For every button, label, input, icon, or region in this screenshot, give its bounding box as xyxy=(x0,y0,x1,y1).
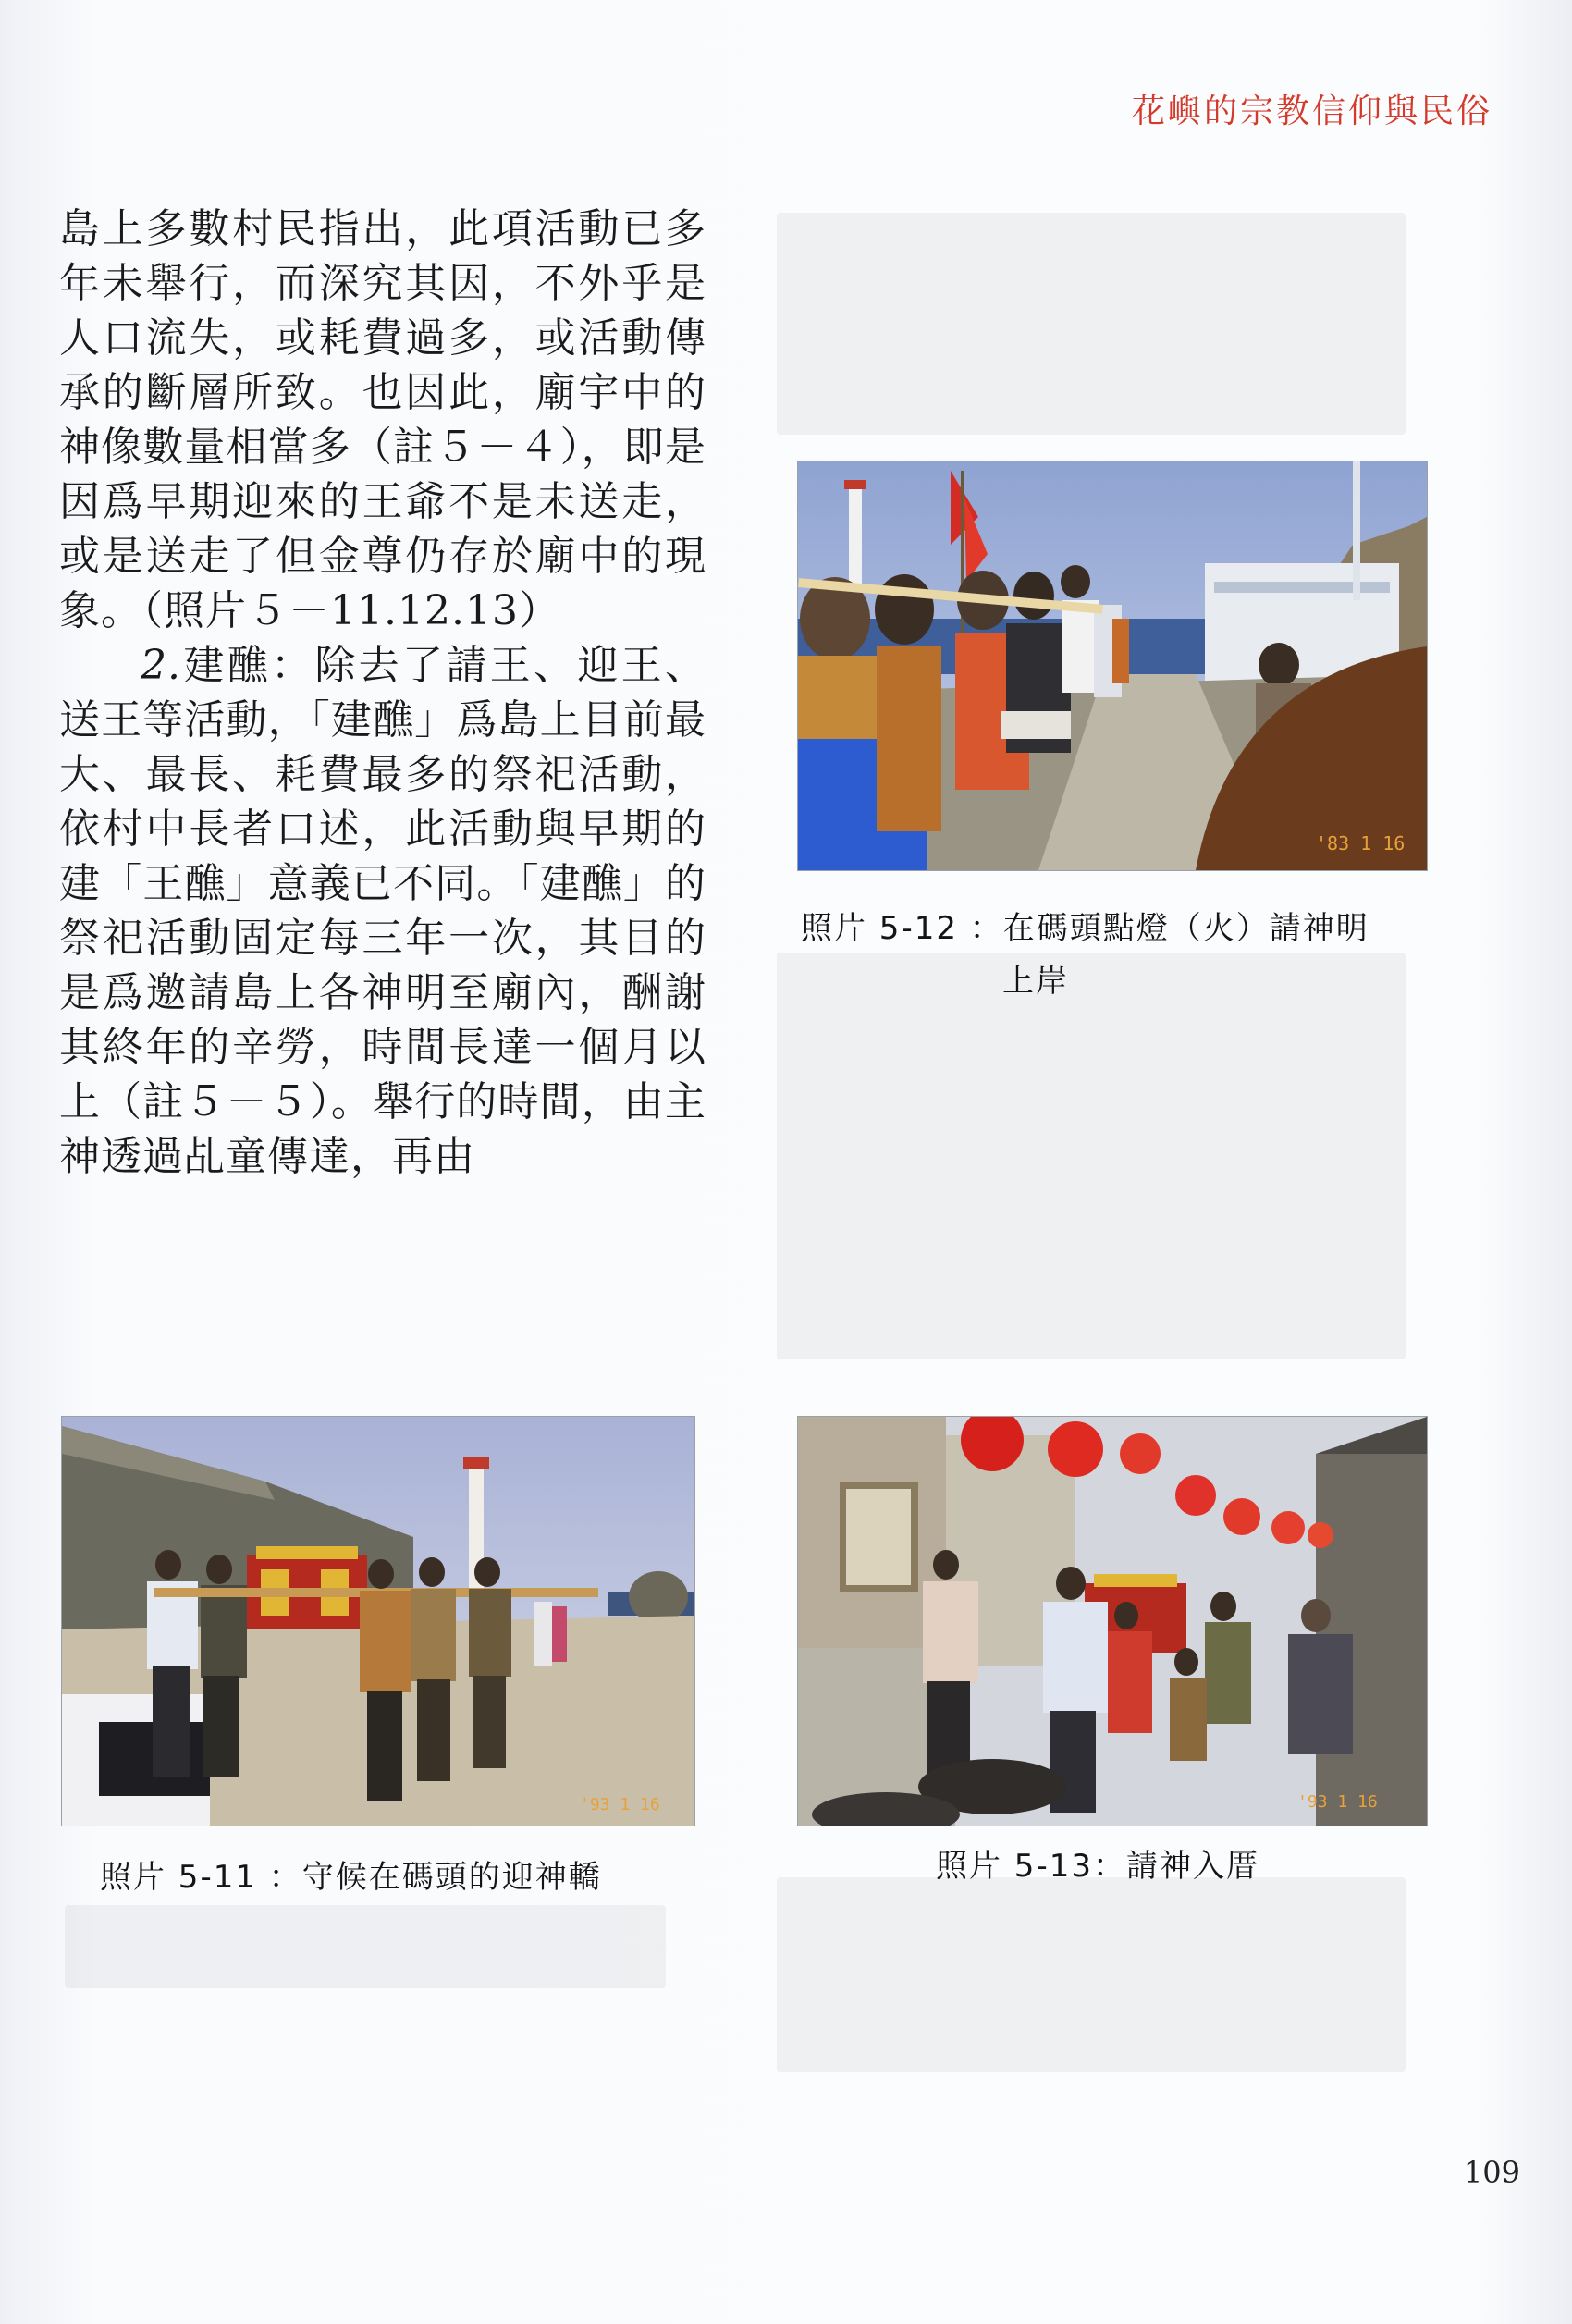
photo-5-11 xyxy=(61,1416,695,1826)
bleed-through-text xyxy=(65,1905,666,1988)
paragraph-1: 島上多數村民指出，此項活動已多年未舉行，而深究其因，不外乎是人口流失，或耗費過多，或活動傳承的斷層所致。也因此，廟宇中的神像數量相當多（註５－４），即是因爲早期迎來的王爺不是未送走，或是送走了但金尊仍存於廟中的現象。（照片５－11.12.13） xyxy=(59,205,706,634)
bleed-through-text xyxy=(777,213,1406,435)
running-header: 花嶼的宗教信仰與民俗 xyxy=(1131,92,1492,130)
photo-5-12-caption xyxy=(801,903,1448,1001)
paragraph-2 xyxy=(59,638,706,1184)
bleed-through-text xyxy=(777,1877,1406,2072)
photo-5-13-date-stamp: '93 1 16 xyxy=(1297,1792,1378,1812)
photo-5-13-caption: 照片 5-13：請神入厝 xyxy=(936,1848,1259,1885)
photo-5-11-image xyxy=(62,1417,694,1826)
photo-5-12-image xyxy=(798,461,1427,870)
photo-5-12-caption-line-1: 照片 5-12 ：在碼頭點燈（火）請神明 xyxy=(801,910,1369,947)
photo-5-13-image xyxy=(798,1417,1427,1826)
paragraph-2-number: 2. xyxy=(141,642,181,689)
bleed-through-text xyxy=(777,953,1406,1359)
photo-5-13 xyxy=(797,1416,1428,1826)
photo-5-12-caption-line-2: 上岸 xyxy=(1002,963,1069,1000)
paragraph-2-text: 建醮：除去了請王、迎王、送王等活動，「建醮」爲島上目前最大、最長、耗費最多的祭祀活動，依村中長者口述，此活動與早期的建「王醮」意義已不同。「建醮」的祭祀活動固定每三年一次，其目的是爲邀請島上各神明至廟內，酬謝其終年的辛勞，時間長達一個月以上（註５－５）。舉行的時間，由主神透過乩童傳達，再由 xyxy=(59,642,706,1180)
photo-5-12-date-stamp: '83 1 16 xyxy=(1316,832,1406,855)
photo-5-12 xyxy=(797,461,1428,871)
photo-5-11-date-stamp: '93 1 16 xyxy=(580,1795,660,1814)
body-text xyxy=(59,202,706,1184)
page-number: 109 xyxy=(1463,2155,1520,2190)
photo-5-11-caption: 照片 5-11 ：守候在碼頭的迎神轎 xyxy=(100,1859,602,1896)
